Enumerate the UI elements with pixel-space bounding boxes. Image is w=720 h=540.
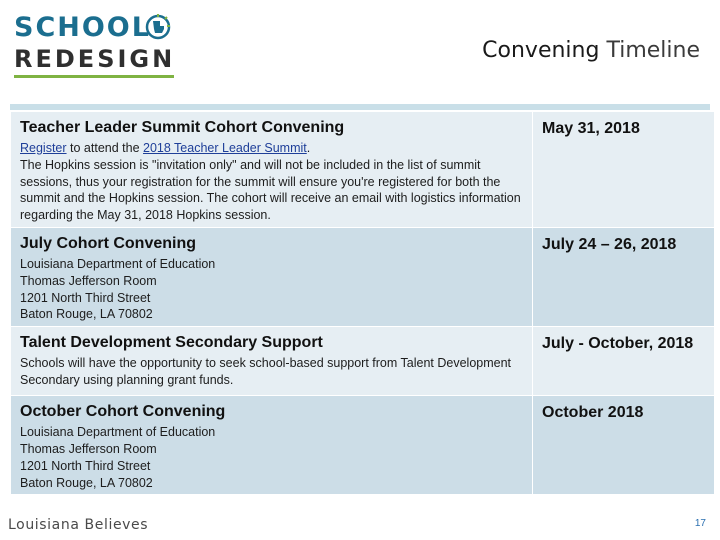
date-cell	[533, 327, 715, 396]
page-number: 17	[694, 518, 706, 529]
event-date: October 2018	[542, 404, 644, 422]
address-line: Thomas Jefferson Room	[20, 441, 157, 456]
event-title: Talent Development Secondary Support	[20, 334, 323, 352]
address-line: 1201 North Third Street	[20, 458, 151, 473]
event-title: July Cohort Convening	[20, 235, 196, 252]
page-title-word2: Timeline	[606, 38, 700, 63]
event-cell	[11, 112, 533, 228]
event-cell	[11, 327, 533, 396]
logo-school-text: SCHOOL	[14, 12, 151, 43]
page-title	[482, 38, 700, 63]
event-text: to attend the	[66, 141, 143, 155]
table-row	[11, 327, 715, 396]
event-title: Teacher Leader Summit Cohort Convening	[20, 119, 345, 136]
logo-arrow-underline	[14, 75, 174, 78]
register-link[interactable]: Register	[20, 141, 67, 155]
table-row	[11, 228, 715, 327]
event-location	[20, 256, 524, 323]
event-date: July 24 – 26, 2018	[542, 236, 677, 253]
address-line: 1201 North Third Street	[20, 290, 151, 305]
title-rule	[10, 104, 710, 110]
address-line: Baton Rouge, LA 70802	[20, 307, 153, 322]
summit-link[interactable]: 2018 Teacher Leader Summit	[143, 141, 307, 155]
event-location	[20, 424, 524, 491]
convening-timeline-table	[10, 111, 715, 495]
louisiana-believes-logo: Louisiana Believes	[8, 517, 149, 533]
event-description: Schools will have the opportunity to seek school-based support from Talent Development Secondary using planning grant funds.	[20, 356, 512, 387]
date-cell	[533, 396, 715, 495]
event-body-text: The Hopkins session is "invitation only" and will not be included in the list of summit sessions, thus your registration for the summit will ensure you're registered for both the summit and the Hopkins session. The cohort will receive an email with logistics information regarding the May 31, 2018 Hopkins session.	[20, 157, 521, 223]
address-line: Thomas Jefferson Room	[20, 273, 157, 288]
logo-redesign-text: REDESIGN	[14, 45, 176, 73]
event-date: May 31, 2018	[542, 120, 640, 137]
event-date: July - October, 2018	[542, 335, 694, 353]
address-line: Louisiana Department of Education	[20, 257, 216, 271]
table-row	[11, 396, 715, 495]
date-cell	[533, 228, 715, 327]
date-cell	[533, 112, 715, 228]
page-title-word1: Convening	[482, 38, 600, 63]
address-line: Louisiana Department of Education	[20, 425, 216, 440]
event-cell	[11, 396, 533, 495]
table-row	[11, 112, 715, 228]
event-cell	[11, 228, 533, 327]
school-redesign-logo	[8, 8, 188, 76]
event-description	[20, 140, 524, 224]
address-line: Baton Rouge, LA 70802	[20, 475, 153, 490]
event-text: .	[306, 141, 311, 155]
event-title: October Cohort Convening	[20, 403, 226, 421]
louisiana-state-icon	[145, 14, 171, 40]
